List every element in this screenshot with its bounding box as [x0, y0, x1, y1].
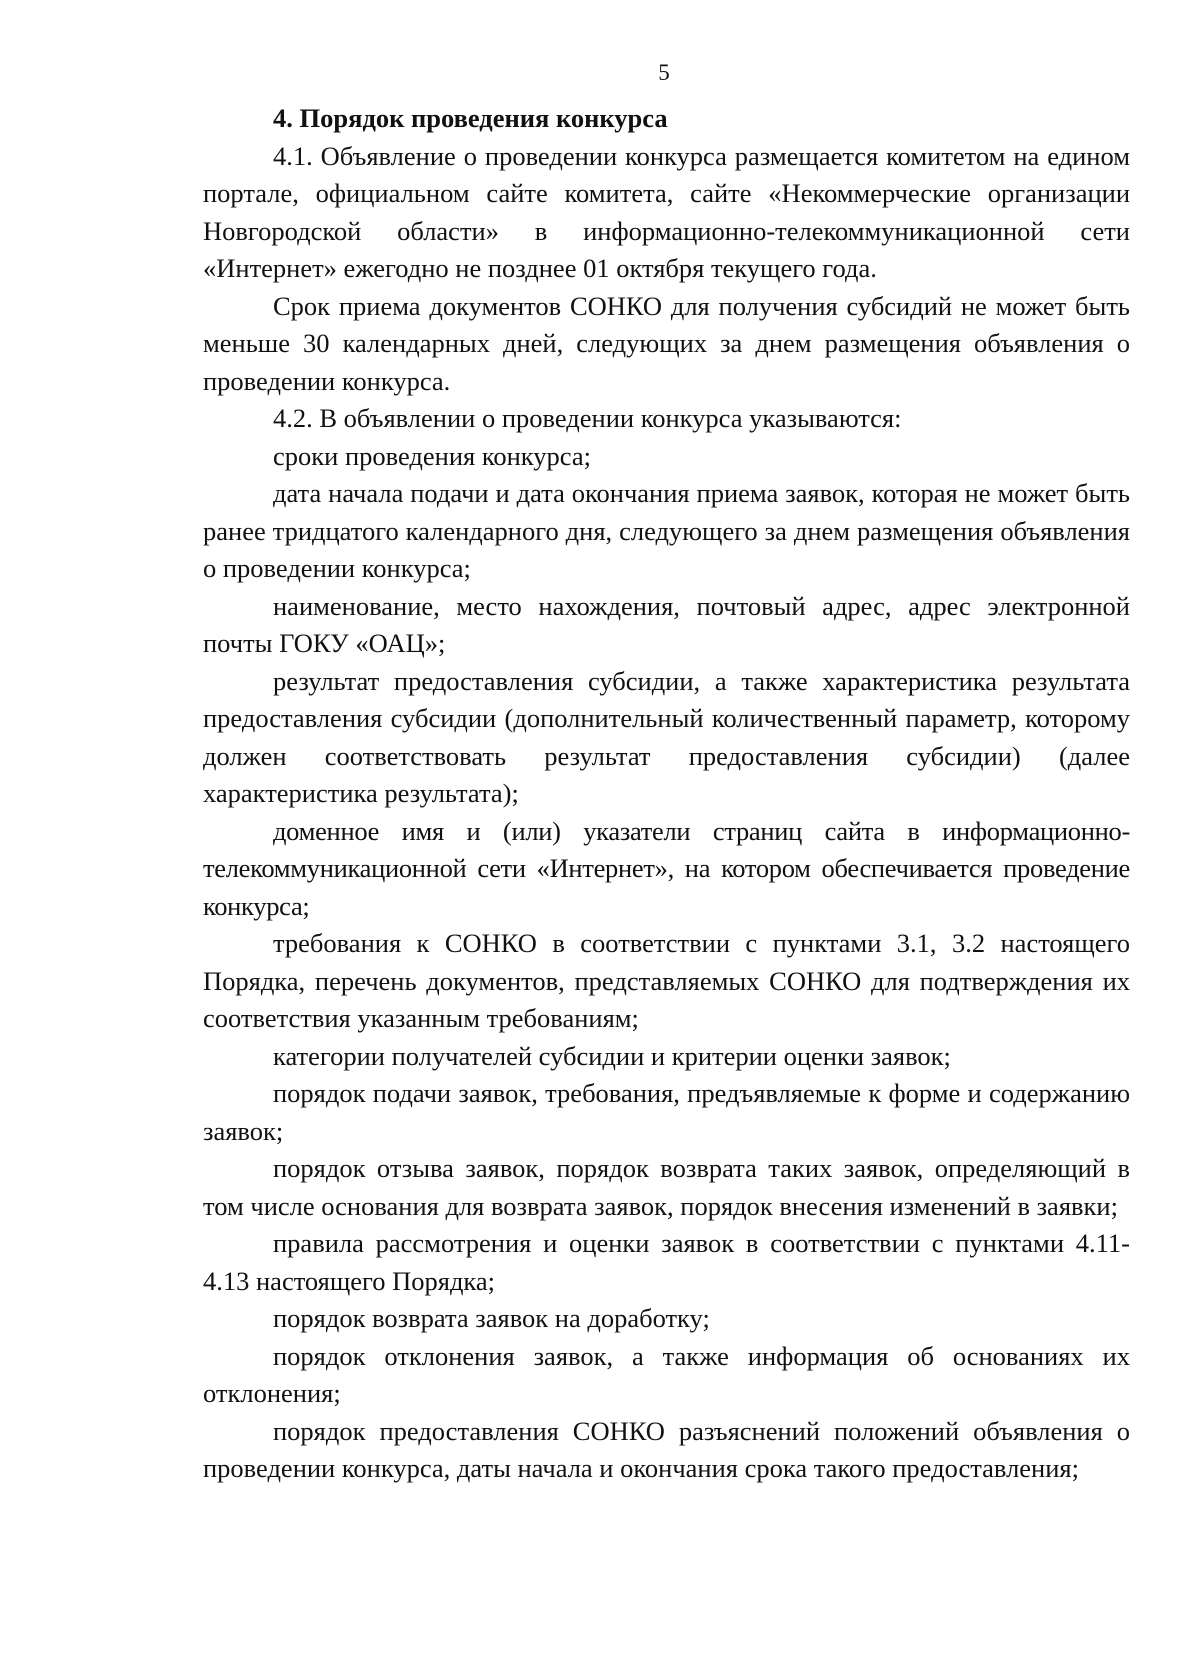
paragraph-4-1: 4.1. Объявление о проведении конкурса размещается комитетом на едином портале, официальном сайте комитета, сайте «Некоммерческие организации Новгородской области» в информационно-телекоммуникационной сети «Интернет» ежегодно не позднее 01 октября текущего года. — [203, 140, 1130, 283]
paragraph-4-2: 4.2. В объявлении о проведении конкурса указываются: — [273, 403, 902, 433]
list-item-clarification-procedure: порядок предоставления СОНКО разъяснений положений объявления о проведении конкурса, даты начала и окончания срока такого предоставления; — [203, 1415, 1130, 1483]
section-heading: 4. Порядок проведения конкурса — [273, 103, 668, 133]
document-body — [203, 100, 1130, 1488]
list-item-subsidy-result: результат предоставления субсидии, а также характеристика результата предоставления субсидии (дополнительный количественный параметр, которому должен соответствовать результат предоставления субсидии) (далее характеристика результата); — [203, 665, 1130, 808]
list-item-review-rules: правила рассмотрения и оценки заявок в соответствии с пунктами 4.11-4.13 настоящего Порядка; — [203, 1228, 1130, 1296]
list-item-rejection-procedure: порядок отклонения заявок, а также информация об основаниях их отклонения; — [203, 1340, 1130, 1408]
list-item-organization-details: наименование, место нахождения, почтовый адрес, адрес электронной почты ГОКУ «ОАЦ»; — [203, 590, 1130, 658]
paragraph-submission-term: Срок приема документов СОНКО для получения субсидий не может быть меньше 30 календарных дней, следующих за днем размещения объявления о проведении конкурса. — [203, 290, 1130, 396]
list-item-submission-procedure: порядок подачи заявок, требования, предъявляемые к форме и содержанию заявок; — [203, 1078, 1130, 1146]
page-number: 5 — [658, 60, 670, 85]
list-item-categories-criteria: категории получателей субсидии и критерии оценки заявок; — [273, 1040, 951, 1071]
list-item-domain-name: доменное имя и (или) указатели страниц сайта в информационно-телекоммуникационной сети «Интернет», на котором обеспечивается проведение конкурса; — [203, 815, 1130, 921]
list-item-return-for-revision: порядок возврата заявок на доработку; — [273, 1303, 710, 1333]
list-item-application-dates: дата начала подачи и дата окончания приема заявок, которая не может быть ранее тридцатого календарного дня, следующего за днем размещения объявления о проведении конкурса; — [203, 478, 1130, 583]
list-item-requirements: требования к СОНКО в соответствии с пунктами 3.1, 3.2 настоящего Порядка, перечень документов, представляемых СОНКО для подтверждения их соответствия указанным требованиям; — [203, 928, 1130, 1033]
list-item-withdrawal-procedure: порядок отзыва заявок, порядок возврата таких заявок, определяющий в том числе основания для возврата заявок, порядок внесения изменений в заявки; — [203, 1153, 1130, 1221]
list-item-competition-terms: сроки проведения конкурса; — [273, 440, 591, 471]
